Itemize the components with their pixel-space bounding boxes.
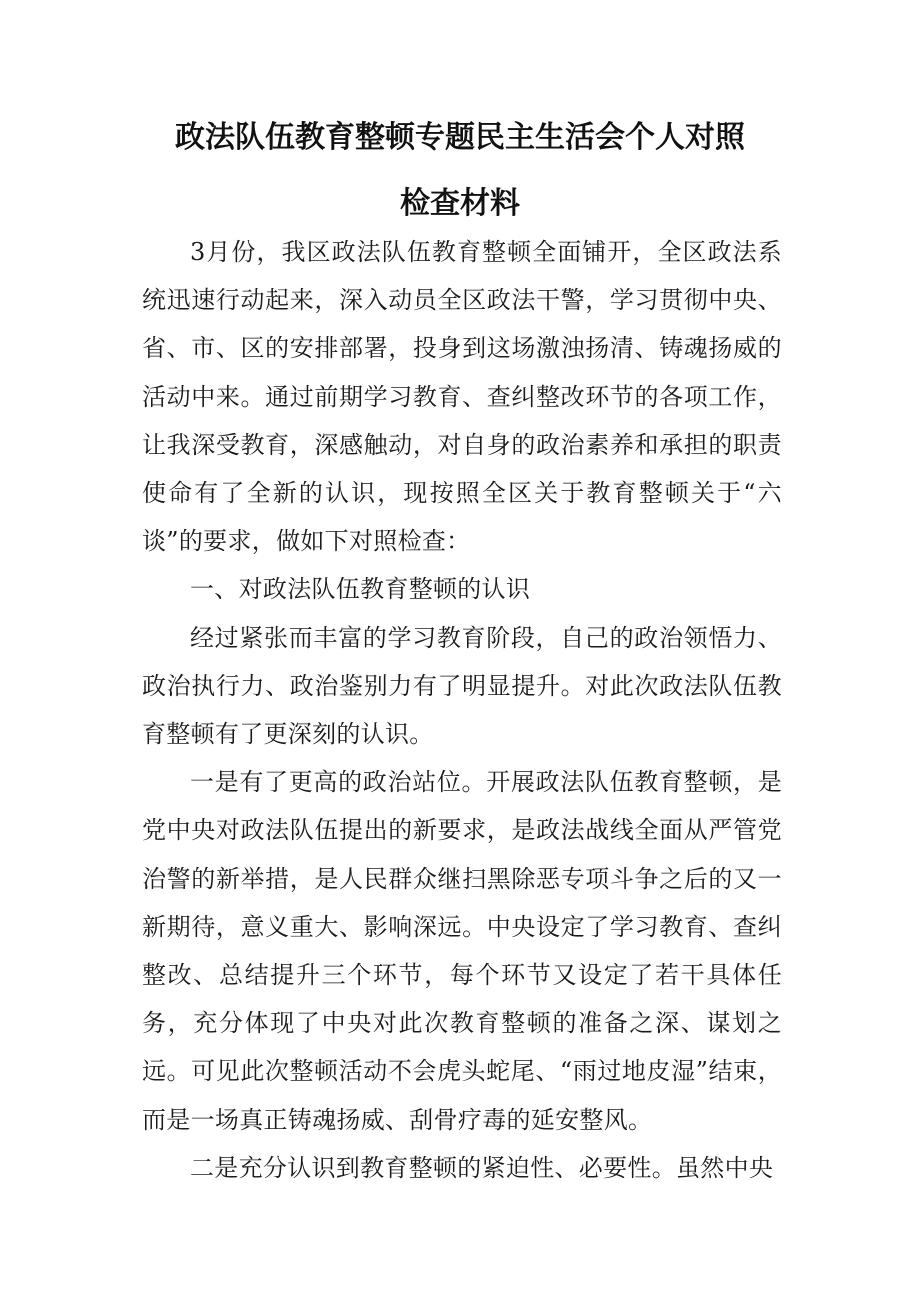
section-heading-1: 一、对政法队伍教育整顿的认识 [190, 575, 531, 604]
paragraph-intro: 3月份，我区政法队伍教育整顿全面铺开，全区政法系统迅速行动起来，深入动员全区政法干警，学习贯彻中央、省、市、区的安排部署，投身到这场激浊扬清、铸魂扬威的活动中来。通过前期学习教育、查纠整改环节的各项工作，让我深受教育，深感触动，对自身的政治素养和承担的职责使命有了全新的认识，现按照全区关于教育整顿关于“六谈”的要求，做如下对照检查： [142, 238, 782, 556]
paragraph-understanding: 经过紧张而丰富的学习教育阶段，自己的政治领悟力、政治执行力、政治鉴别力有了明显提升。对此次政法队伍教育整顿有了更深刻的认识。 [142, 623, 782, 749]
document-title-line-2: 检查材料 [400, 186, 520, 221]
document-body [142, 228, 782, 1192]
paragraph-urgency: 二是充分认识到教育整顿的紧迫性、必要性。虽然中央 [190, 1153, 774, 1182]
paragraph-political-stance: 一是有了更高的政治站位。开展政法队伍教育整顿，是党中央对政法队伍提出的新要求，是政法战线全面从严管党治警的新举措，是人民群众继扫黑除恶专项斗争之后的又一新期待，意义重大、影响深远。中央设定了学习教育、查纠整改、总结提升三个环节，每个环节又设定了若干具体任务，充分体现了中央对此次教育整顿的准备之深、谋划之远。可见此次整顿活动不会虎头蛇尾、“雨过地皮湿”结束，而是一场真正铸魂扬威、刮骨疗毒的延安整风。 [142, 768, 782, 1134]
document-title-line-1: 政法队伍教育整顿专题民主生活会个人对照 [175, 120, 745, 155]
